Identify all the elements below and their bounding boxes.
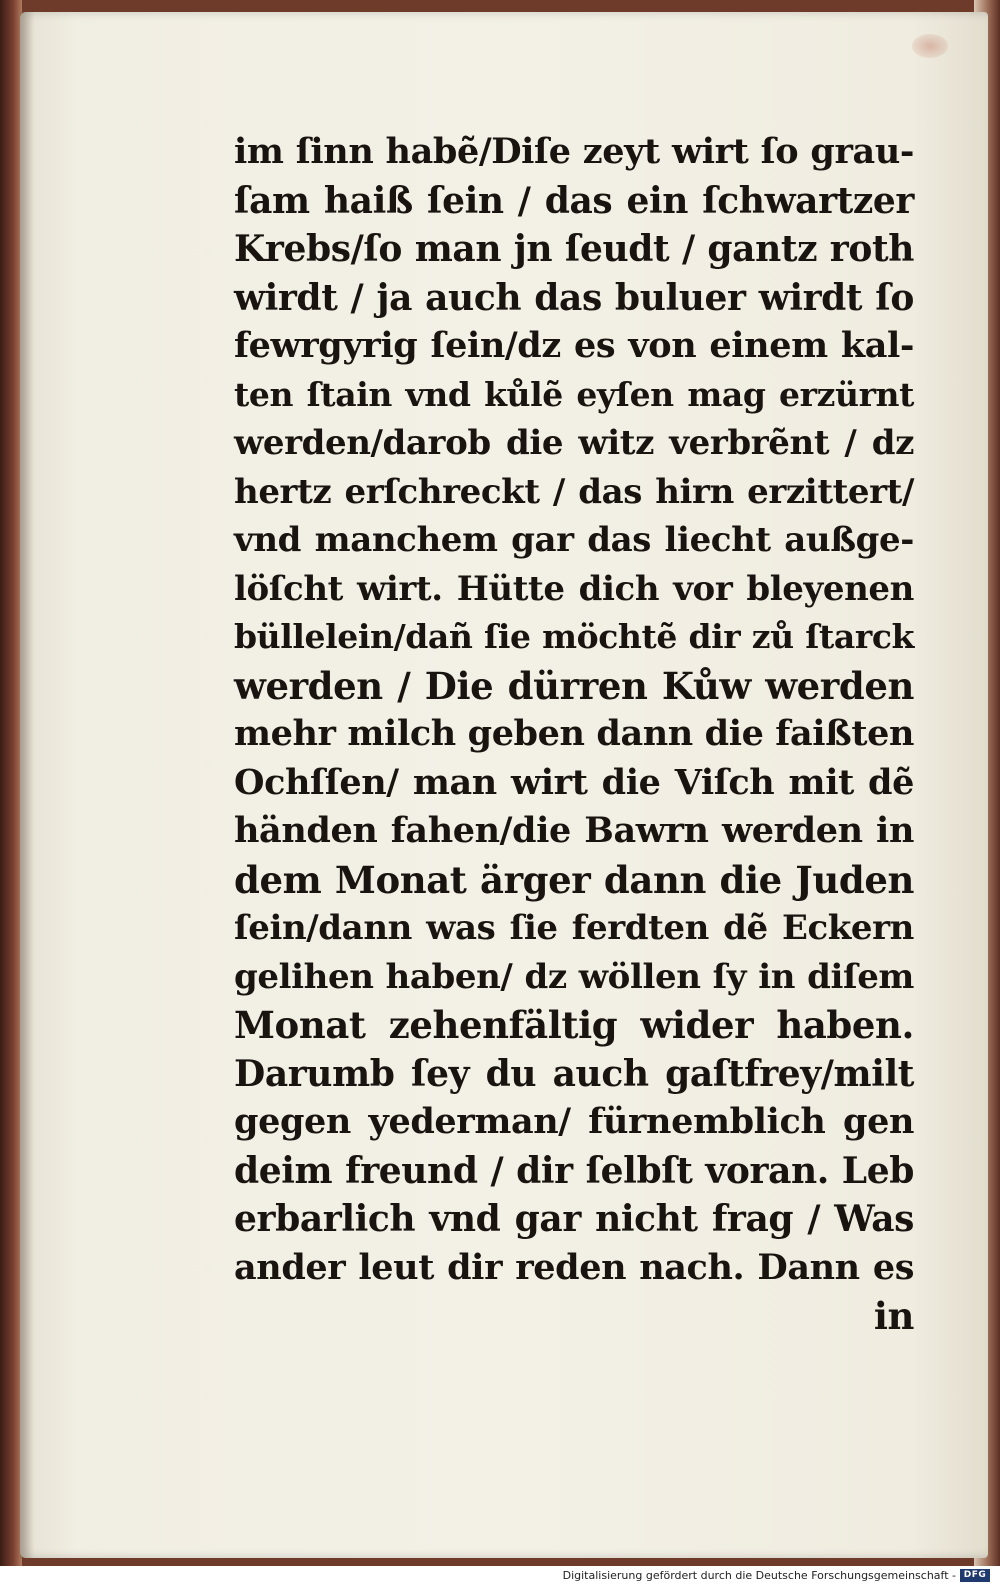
text-line: Monat zehenfältig wider haben. [234,1003,914,1047]
catchword: in [873,1294,914,1338]
text-line: werden/darob die witz verbrẽnt / dz [234,423,914,463]
footer-credit: Digitalisierung gefördert durch die Deutsche Forschungsgemeinschaft - [562,1569,956,1582]
text-line: wirdt / ja auch das buluer wirdt ſo [234,276,914,319]
text-line: deim freund / dir ſelbſt voran. Leb [234,1149,914,1192]
text-line: fewrgyrig ſein/dz es von einem kal- [234,325,914,366]
dfg-logo: DFG [960,1569,990,1582]
page-stain [912,34,948,58]
text-line: ſein/dann was ſie ferdten dẽ Eckern [234,908,914,948]
text-line: Darumb ſey du auch gaſtfrey/milt [234,1052,914,1095]
text-line: erbarlich vnd gar nicht frag / Was [234,1198,914,1240]
footer-bar [0,1566,1000,1586]
text-line: Krebs/ſo man jn ſeudt / gantz roth [234,228,914,270]
text-line: ander leut dir reden nach. Dann es [234,1246,914,1288]
text-line: löſcht wirt. Hütte dich vor bleyenen [234,568,914,609]
page-gutter-shadow [20,12,34,1558]
page-text [234,128,914,1341]
text-line: gegen yederman/ fürnemblich gen [234,1101,914,1142]
text-line: vnd manchem gar das liecht außge- [234,520,914,560]
text-line: im ſinn habẽ/Diſe zeyt wirt ſo grau- [234,131,914,172]
text-line: büllelein/dañ ſie möchtẽ dir zů ſtarck [234,617,914,656]
text-line: Ochſſen/ man wirt die Viſch mit dẽ [234,761,914,803]
text-line: werden / Die dürren Kůw werden [234,663,914,708]
text-line: mehr milch geben dann die faißten [234,713,914,754]
text-line: ſam haiß ſein / das ein ſchwartzer [234,179,914,222]
text-line: händen fahen/die Bawrn werden in [234,810,914,851]
book-cover-edge [0,0,22,1566]
text-line: ten ſtain vnd kůlẽ eyſen mag erzürnt [234,374,914,414]
text-line: gelihen haben/ dz wöllen ſy in diſem [234,956,914,997]
text-line: dem Monat ärger dann die Juden [234,857,914,902]
text-line: hertz erſchreckt / das hirn erzittert/ [234,471,914,512]
